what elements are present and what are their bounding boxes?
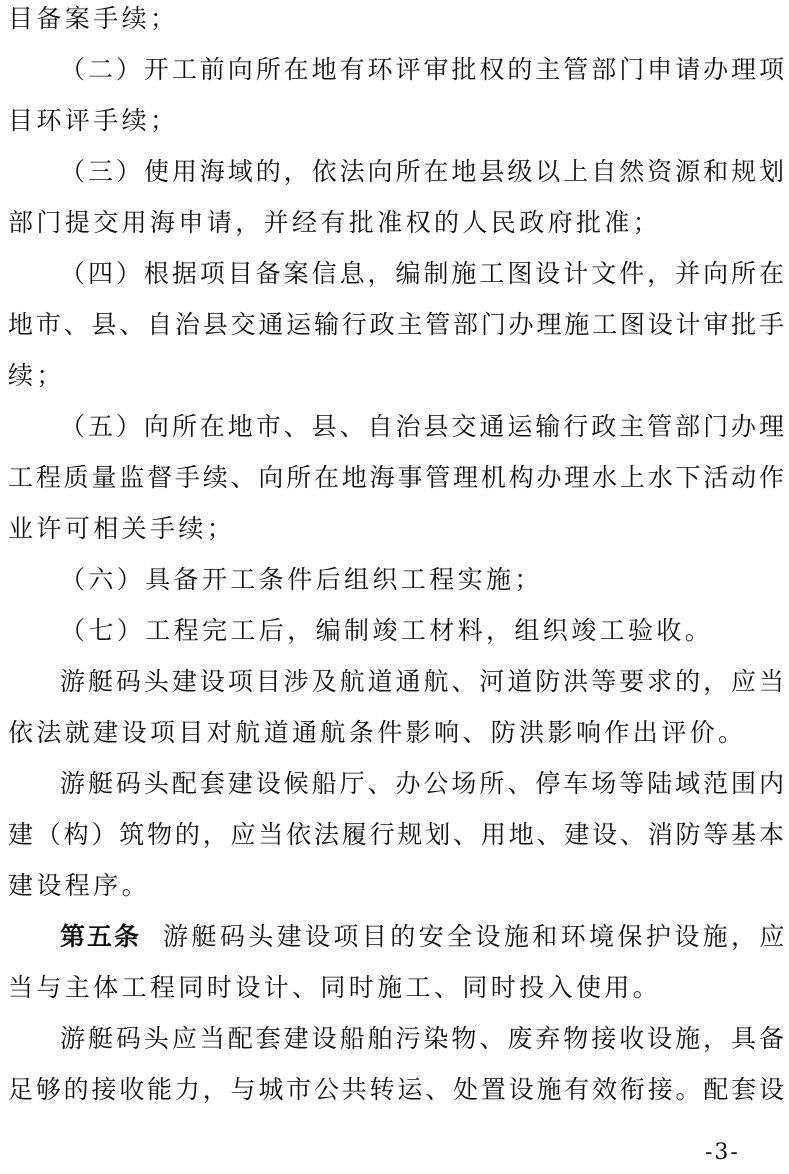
article-line xyxy=(8,922,788,952)
text-line: 建（构）筑物的，应当依法履行规划、用地、建设、消防等基本 xyxy=(8,820,784,849)
text-line: （六）具备开工条件后组织工程实施； xyxy=(60,565,543,594)
text-line: 业许可相关手续； xyxy=(8,514,236,543)
text-line: 目环评手续； xyxy=(8,106,179,135)
text-line: 游艇码头建设项目涉及航道通航、河道防洪等要求的，应当 xyxy=(60,667,784,696)
text-line: 建设程序。 xyxy=(8,871,151,900)
text-line: 工程质量监督手续、向所在地海事管理机构办理水上水下活动作 xyxy=(8,463,784,492)
text-line: 依法就建设项目对航道通航条件影响、防洪影响作出评价。 xyxy=(8,718,747,747)
text-line: 游艇码头配套建设候船厅、办公场所、停车场等陆域范围内 xyxy=(60,769,784,798)
text-line: 续； xyxy=(8,361,65,390)
text-line: 游艇码头应当配套建设船舶污染物、废弃物接收设施，具备 xyxy=(60,1024,784,1053)
text-line: 足够的接收能力，与城市公共转运、处置设施有效衔接。配套设 xyxy=(8,1075,784,1104)
text-line: （二）开工前向所在地有环评审批权的主管部门申请办理项 xyxy=(60,55,784,84)
text-line: 目备案手续； xyxy=(8,4,179,33)
text-line: 部门提交用海申请，并经有批准权的人民政府批准； xyxy=(8,208,662,237)
text-line: （五）向所在地市、县、自治县交通运输行政主管部门办理 xyxy=(60,412,784,441)
page-number: -3- xyxy=(705,1140,740,1165)
text-line: 当与主体工程同时设计、同时施工、同时投入使用。 xyxy=(8,973,662,1002)
text-line: （三）使用海域的，依法向所在地县级以上自然资源和规划 xyxy=(60,157,784,186)
text-line: （七）工程完工后，编制竣工材料，组织竣工验收。 xyxy=(60,616,714,645)
text-line: （四）根据项目备案信息，编制施工图设计文件，并向所在 xyxy=(60,259,784,288)
text-line: 游艇码头建设项目的安全设施和环境保护设施，应 xyxy=(163,922,788,951)
text-line: 地市、县、自治县交通运输行政主管部门办理施工图设计审批手 xyxy=(8,310,784,339)
article-heading: 第五条 xyxy=(60,922,142,951)
